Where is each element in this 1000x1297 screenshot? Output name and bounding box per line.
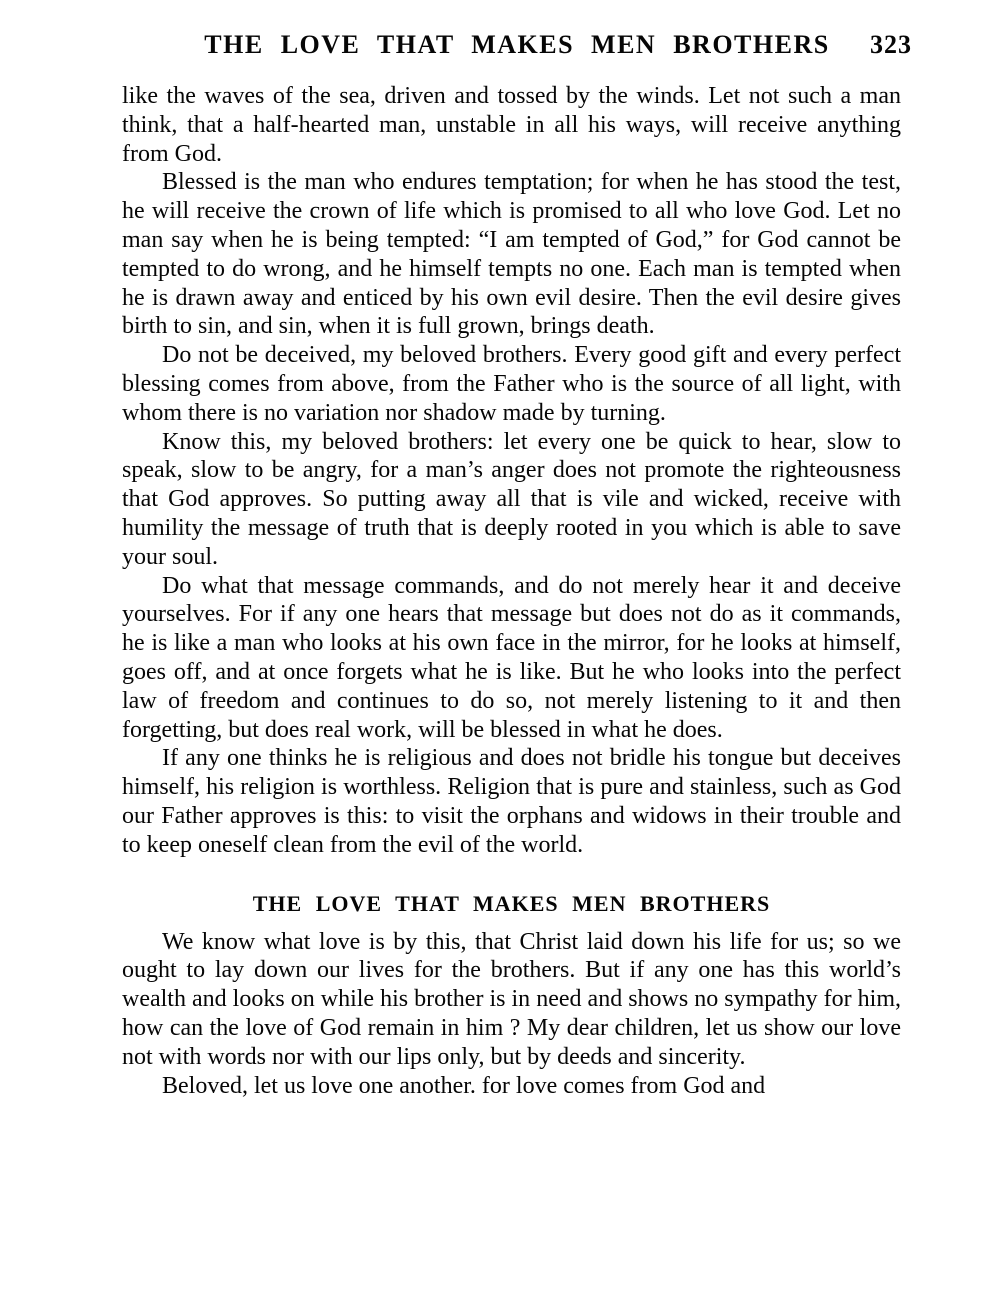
paragraph: Beloved, let us love one another. for love comes from God and (162, 1072, 766, 1099)
page-body (122, 82, 901, 1100)
section-heading: THE LOVE THAT MAKES MEN BROTHERS (252, 890, 771, 916)
paragraph-continuation: like the waves of the sea, driven and tossed by the winds. Let not such a man think, that a half-hearted man, unstable in all his ways, will receive anything from God. (122, 83, 901, 167)
running-header-title: THE LOVE THAT MAKES MEN BROTHERS (204, 30, 830, 59)
paragraph: We know what love is by this, that Christ laid down his life for us; so we ought to lay down our lives for the brothers. But if any one has this world’s wealth and looks on while his brother is in need and shows no sympathy for him, how can the love of God remain in him ? My dear children, let us show our love not with words nor with our lips only, but by deeds and sincerity. (122, 928, 901, 1070)
page-number: 323 (870, 30, 912, 59)
paragraph: Know this, my beloved brothers: let every one be quick to hear, slow to speak, slow to be angry, for a man’s anger does not promote the righteousness that God approves. So putting away all that is vile and wicked, receive with humility the message of truth that is deeply rooted in you which is able to save your soul. (122, 428, 901, 570)
paragraph: Do not be deceived, my beloved brothers. Every good gift and every perfect blessing comes from above, from the Father who is the source of all light, with whom there is no variation nor shadow made by turning. (122, 342, 901, 426)
paragraph: Blessed is the man who endures temptation; for when he has stood the test, he will receive the crown of life which is promised to all who love God. Let no man say when he is being tempted: “I am tempted of God,” for God cannot be tempted to do wrong, and he himself tempts no one. Each man is tempted when he is drawn away and enticed by his own evil desire. Then the evil desire gives birth to sin, and sin, when it is full grown, brings death. (122, 169, 901, 340)
paragraph: Do what that message commands, and do not merely hear it and deceive yourselves. For if any one hears that message but does not do as it commands, he is like a man who looks at his own face in the mirror, for he looks at himself, goes off, and at once forgets what he is like. But he who looks into the perfect law of freedom and continues to do so, not merely listening to it and then forgetting, but does real work, will be blessed in what he does. (122, 572, 901, 743)
paragraph: If any one thinks he is religious and does not bridle his tongue but deceives himself, his religion is worthless. Religion that is pure and stainless, such as God our Father approves is this: to visit the orphans and widows in their trouble and to keep oneself clean from the evil of the world. (122, 745, 901, 858)
running-header (122, 30, 912, 62)
